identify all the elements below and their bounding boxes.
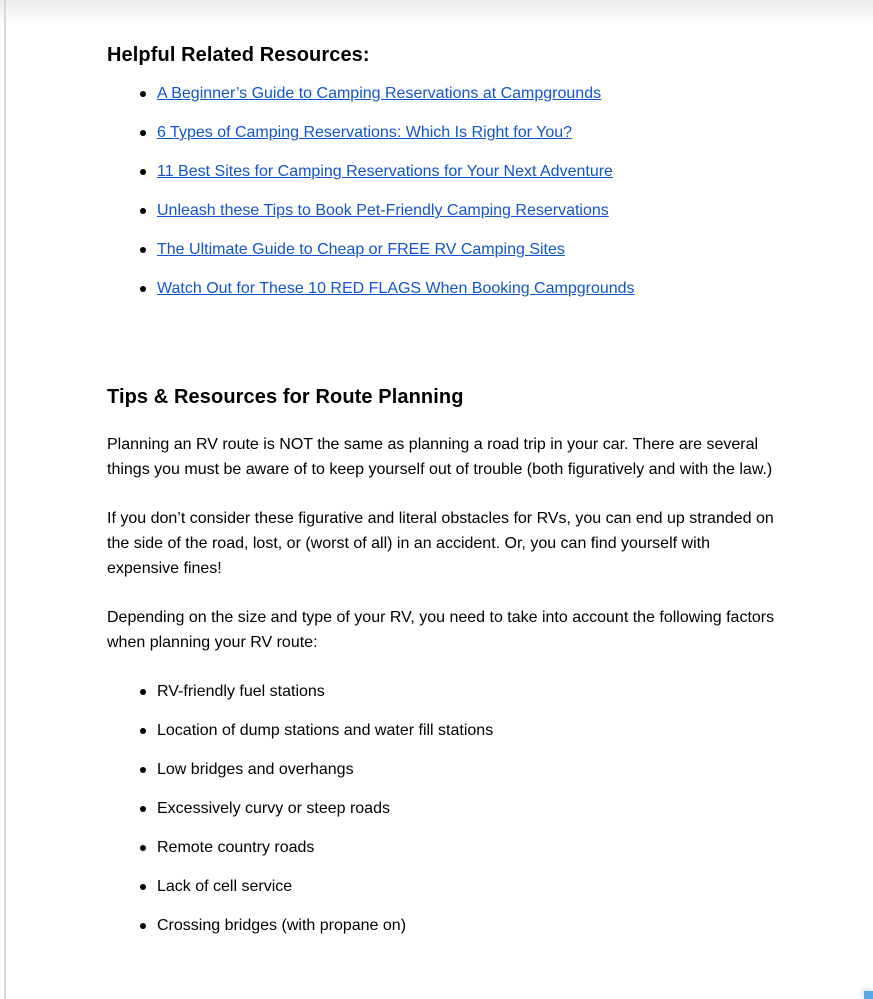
resource-link-pet-friendly[interactable]: Unleash these Tips to Book Pet-Friendly Camping Reservations bbox=[157, 202, 609, 219]
page-edge-line bbox=[4, 0, 6, 999]
route-planning-heading: Tips & Resources for Route Planning bbox=[107, 386, 464, 408]
bullet-icon bbox=[140, 806, 146, 812]
list-item bbox=[107, 120, 777, 145]
bullet-icon bbox=[140, 923, 146, 929]
bullet-icon bbox=[140, 208, 146, 214]
list-item bbox=[107, 718, 777, 743]
list-item bbox=[107, 81, 777, 106]
bullet-icon bbox=[140, 884, 146, 890]
bullet-icon bbox=[140, 91, 146, 97]
list-item bbox=[107, 198, 777, 223]
factor-crossing-bridges: Crossing bridges (with propane on) bbox=[157, 917, 407, 934]
bullet-icon bbox=[140, 286, 146, 292]
resource-link-cheap-free-rv[interactable]: The Ultimate Guide to Cheap or FREE RV Camping Sites bbox=[157, 241, 565, 258]
route-factors-list bbox=[107, 679, 777, 938]
route-planning-paragraph-2: If you don’t consider these figurative and literal obstacles for RVs, you can end up stranded on the side of the road, lost, or (worst of all) in an accident. Or, you can find yourself with expensive fines! bbox=[107, 510, 774, 577]
route-planning-paragraph-1: Planning an RV route is NOT the same as planning a road trip in your car. There are several things you must be aware of to keep yourself out of trouble (both figuratively and with the law.) bbox=[107, 436, 773, 478]
resource-link-beginners-guide[interactable]: A Beginner’s Guide to Camping Reservations at Campgrounds bbox=[157, 85, 602, 102]
factor-curvy-steep-roads: Excessively curvy or steep roads bbox=[157, 800, 390, 817]
factor-remote-roads: Remote country roads bbox=[157, 839, 315, 856]
corner-marker bbox=[864, 991, 873, 999]
bullet-icon bbox=[140, 845, 146, 851]
bullet-icon bbox=[140, 689, 146, 695]
page-top-shadow bbox=[0, 0, 873, 26]
list-item bbox=[107, 757, 777, 782]
factor-dump-stations: Location of dump stations and water fill stations bbox=[157, 722, 494, 739]
resources-heading: Helpful Related Resources: bbox=[107, 44, 370, 66]
bullet-icon bbox=[140, 130, 146, 136]
factor-fuel-stations: RV-friendly fuel stations bbox=[157, 683, 325, 700]
resource-links-list bbox=[107, 81, 777, 301]
resource-link-red-flags[interactable]: Watch Out for These 10 RED FLAGS When Booking Campgrounds bbox=[157, 280, 635, 297]
resource-link-6-types[interactable]: 6 Types of Camping Reservations: Which Is Right for You? bbox=[157, 124, 573, 141]
bullet-icon bbox=[140, 247, 146, 253]
route-planning-paragraph-3: Depending on the size and type of your RV, you need to take into account the following factors when planning your RV route: bbox=[107, 609, 775, 651]
bullet-icon bbox=[140, 169, 146, 175]
list-item bbox=[107, 237, 777, 262]
list-item bbox=[107, 159, 777, 184]
list-item bbox=[107, 796, 777, 821]
resource-link-11-best-sites[interactable]: 11 Best Sites for Camping Reservations for Your Next Adventure bbox=[157, 163, 613, 180]
document-page bbox=[107, 44, 777, 938]
list-item bbox=[107, 835, 777, 860]
list-item bbox=[107, 874, 777, 899]
list-item bbox=[107, 679, 777, 704]
factor-cell-service: Lack of cell service bbox=[157, 878, 293, 895]
bullet-icon bbox=[140, 767, 146, 773]
factor-low-bridges: Low bridges and overhangs bbox=[157, 761, 354, 778]
list-item bbox=[107, 913, 777, 938]
list-item bbox=[107, 276, 777, 301]
bullet-icon bbox=[140, 728, 146, 734]
